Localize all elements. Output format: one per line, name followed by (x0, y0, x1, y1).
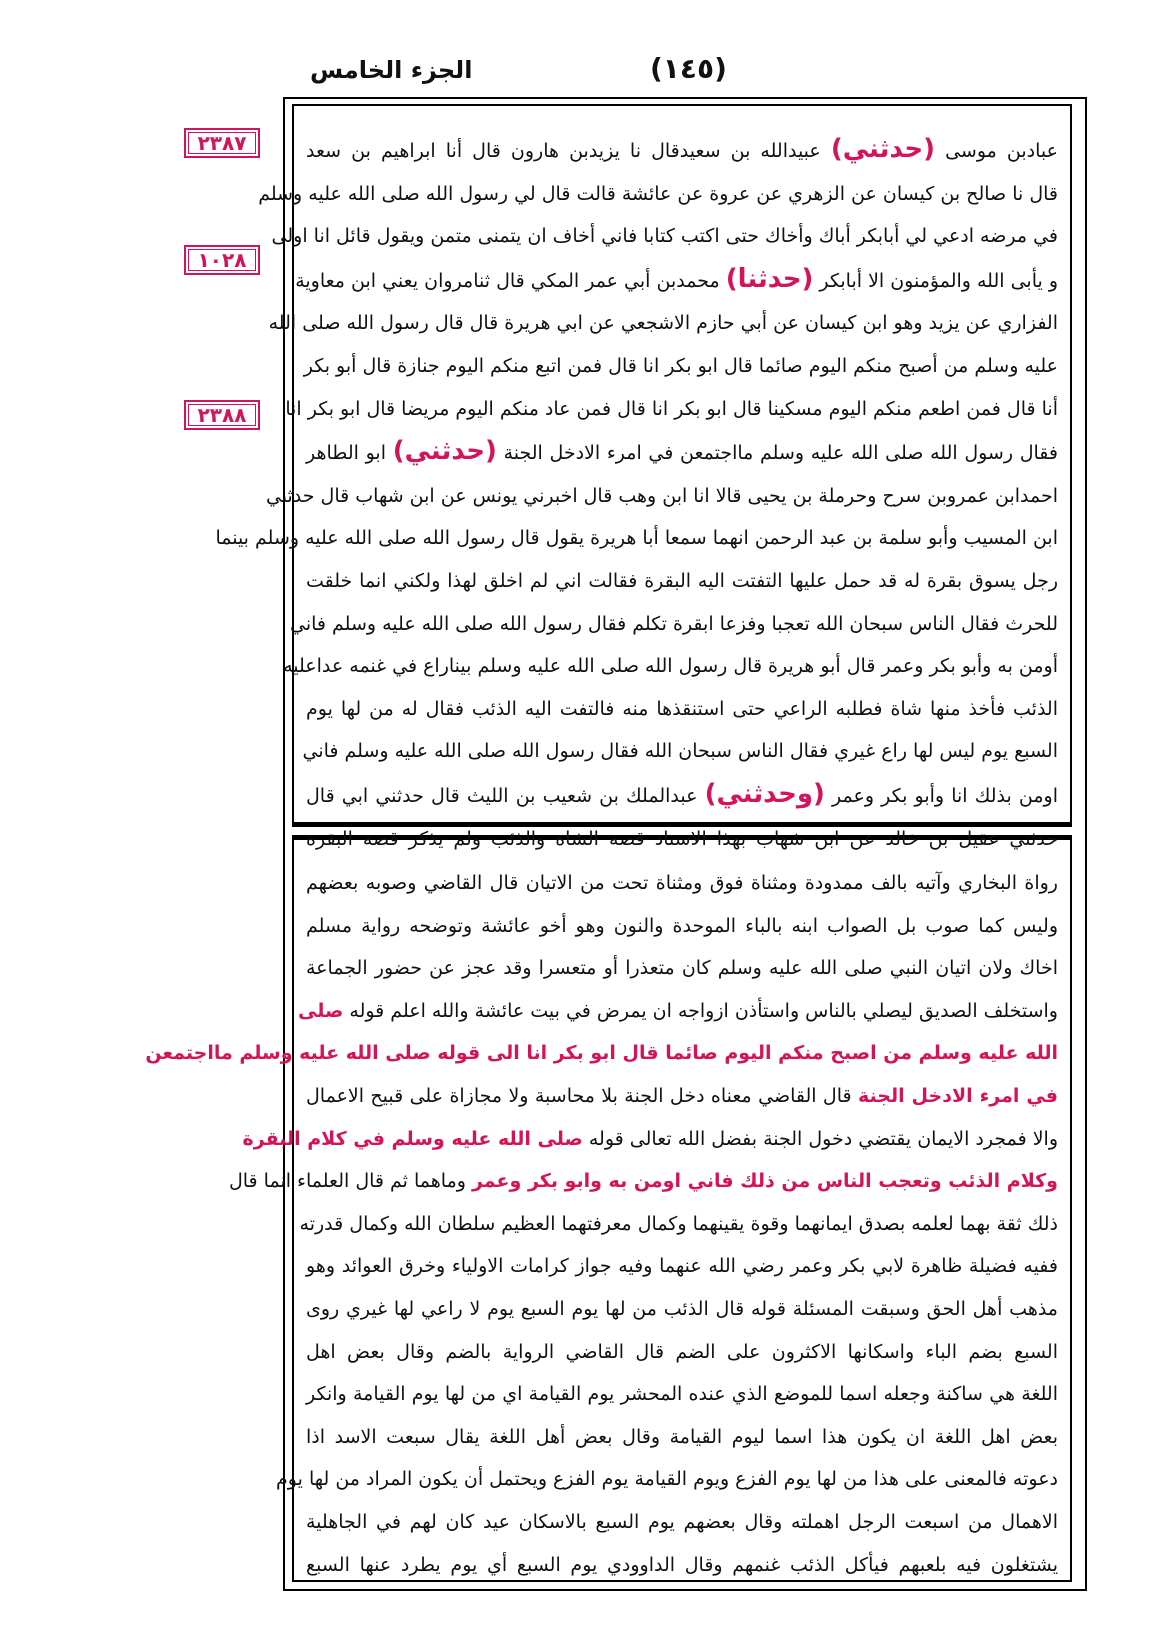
text-line (306, 818, 1058, 861)
quoted-matn: صلى الله عليه وسلم في كلام البقرة (242, 1127, 583, 1150)
text-line (299, 1203, 1058, 1246)
text-line (258, 173, 1058, 216)
text-line (306, 947, 1058, 990)
text-line (306, 1331, 1058, 1374)
text-line (303, 345, 1058, 388)
text-segment: السبع يوم ليس لها راع غيري فقال الناس سبحان الله فقال رسول الله صلى الله عليه وسلم فاني (302, 740, 1058, 763)
text-line (306, 905, 1058, 948)
text-line (271, 215, 1058, 258)
text-line (306, 773, 1058, 818)
text-line (302, 730, 1058, 773)
text-segment: و يأبى الله والمؤمنون الا أبابكر (813, 269, 1058, 292)
text-segment: رواة البخاري وآتيه بالف ممدودة ومثناة فوق ومثناة تحت من الاتيان قال القاضي وصوبه بعضهم (306, 872, 1058, 894)
quoted-matn: في امرء الادخل الجنة (857, 1084, 1058, 1107)
text-segment: مذهب أهل الحق وسبقت المسئلة قوله قال الذئب من لها يوم السبع يوم لا راعي لها غيري روى (306, 1297, 1058, 1320)
text-segment: وليس كما صوب بل الصواب ابنه بالباء الموحدة والنون وهو أخو عائشة وتوضحه رواية مسلم (306, 914, 1058, 937)
text-line (306, 1075, 1058, 1118)
text-line (276, 1458, 1058, 1501)
text-segment: وماهما ثم قال العلماء انما قال (228, 1170, 472, 1193)
narration-keyword: (وحدثني) (704, 778, 825, 809)
text-segment: الفزاري عن يزيد وهو ابن كيسان عن أبي حازم الاشجعي عن ابي هريرة قال قال رسول الله صلى الله (268, 312, 1058, 335)
text-segment: قال القاضي معناه دخل الجنة بلا محاسبة ولا مجازاة على قبيح الاعمال (306, 1084, 858, 1107)
text-line (295, 258, 1058, 303)
text-line (298, 990, 1058, 1033)
hadith-number: ١٠٢٨ (184, 245, 260, 275)
text-segment: في مرضه ادعي لي أبابكر أباك وأخاك حتى اكتب كتابا فاني أخاف ان يتمنى متمن ويقول قائل انا اولى (271, 225, 1058, 248)
hadith-number: ٢٣٨٧ (184, 128, 260, 158)
text-segment: أومن به وأبو بكر وعمر قال أبو هريرة قال رسول الله صلى الله عليه وسلم بيناراع في غنمه عداعليه (283, 655, 1058, 678)
text-segment: بعض اهل اللغة ان يكون هذا اسما ليوم القيامة وقال بعض أهل اللغة يقال سبعت الاسد اذا (306, 1425, 1058, 1448)
text-line (306, 560, 1058, 603)
text-segment: قال نا صالح بن كيسان عن الزهري عن عروة عن عائشة قالت قال لي رسول الله صلى الله عليه وسلم (258, 182, 1058, 205)
quoted-matn: الله عليه وسلم من اصبح منكم اليوم صائما قال ابو بكر انا الى قوله صلى الله عليه وسلم مااجتمعن (145, 1042, 1058, 1065)
text-segment: ففيه فضيلة ظاهرة لابي بكر وعمر رضي الله عنهما وفيه جواز كرامات الاولياء وخرق العوائد وهو (306, 1255, 1058, 1278)
text-segment: اخاك ولان اتيان النبي صلى الله عليه وسلم كان متعذرا أو متعسرا وقد عجز عن حضور الجماعة (306, 957, 1058, 980)
text-line (306, 1245, 1058, 1288)
quoted-matn: وكلام الذئب وتعجب الناس من ذلك فاني اومن به وابو بكر وعمر (471, 1170, 1058, 1193)
text-line (306, 128, 1058, 173)
text-segment: حدثني عقيل بن خالد عن ابن شهاب بهذا الاسناد قصة الشاة والذئب ولم يذكر قصة البقرة (306, 827, 1058, 850)
text-line (306, 1288, 1058, 1331)
narration-keyword: (حدثني) (392, 436, 497, 467)
text-segment: محمدبن أبي عمر المكي قال ثنامروان يعني ابن معاوية (295, 269, 726, 292)
text-line (285, 388, 1058, 431)
text-segment: احمدابن عمروبن سرح وحرملة بن يحيى قالا انا ابن وهب قال اخبرني يونس عن ابن شهاب قال حدثني (265, 484, 1058, 507)
text-segment: دعوته فالمعنى على هذا من لها يوم الفزع ويوم القيامة يوم الفزع ويحتمل أن يكون المراد من لها يوم (276, 1468, 1058, 1491)
text-line (268, 302, 1058, 345)
text-line (306, 1544, 1058, 1587)
text-segment: ابو الطاهر (306, 442, 393, 465)
text-line (290, 603, 1058, 646)
text-line (215, 517, 1058, 560)
text-segment: فقال رسول الله صلى الله عليه وسلم مااجتمعن في امرء الادخل الجنة (496, 442, 1058, 465)
text-segment: عبيدالله بن سعيدقال نا يزيدبن هارون قال أنا ابراهيم بن سعد (306, 140, 831, 162)
text-segment: اللغة هي ساكنة وجعله اسما للموضع الذي عنده المحشر يوم القيامة اي من لها يوم القيامة وانكر (306, 1383, 1058, 1406)
text-segment: عبدالملك بن شعيب بن الليث قال حدثني ابي قال (306, 784, 705, 807)
text-segment: أنا قال فمن اطعم منكم اليوم مسكينا قال ابو بكر انا قال فمن عاد منكم اليوم مريضا قال ابو بكر انا (285, 397, 1058, 420)
text-line (306, 1416, 1058, 1459)
volume-title: الجزء الخامس (310, 56, 473, 84)
narration-keyword: (حدثني) (830, 134, 936, 164)
text-line (145, 1032, 1058, 1075)
text-line (306, 862, 1058, 905)
text-segment: الذئب فأخذ منها شاة فطلبه الراعي حتى استنقذها منه فالتفت اليه الذئب فقال له من لها يوم (306, 697, 1058, 720)
hadith-number: ٢٣٨٨ (184, 400, 260, 430)
text-line (242, 1118, 1058, 1161)
text-segment: والا فمجرد الايمان يقتضي دخول الجنة بفضل الله تعالى قوله (582, 1127, 1058, 1150)
text-line (283, 645, 1058, 688)
text-segment: اومن بذلك انا وأبو بكر وعمر (824, 784, 1058, 807)
page-number: (١٤٥) (650, 52, 727, 85)
commentary-text (145, 862, 1058, 1586)
text-line (306, 688, 1058, 731)
text-segment: واستخلف الصديق ليصلي بالناس واستأذن ازواجه ان يمرض في بيت عائشة والله اعلم قوله (343, 999, 1058, 1022)
quoted-matn: صلى (298, 999, 344, 1022)
text-line (228, 1160, 1058, 1203)
narration-keyword: (حدثنا) (725, 263, 814, 294)
text-segment: ذلك ثقة بهما لعلمه بصدق ايمانهما وقوة يقينهما وكمال معرفتهما العظيم سلطان الله وكمال قدرته (299, 1212, 1058, 1235)
text-segment: السبع بضم الباء واسكانها الاكثرون على الضم قال القاضي الرواية بالضم وقال بعض اهل (306, 1340, 1058, 1363)
text-line (306, 430, 1058, 475)
text-segment: ابن المسيب وأبو سلمة بن عبد الرحمن انهما سمعا أبا هريرة يقول قال رسول الله صلى الله عليه وسلم بينما (215, 527, 1058, 550)
text-segment: للحرث فقال الناس سبحان الله تعجبا وفزعا ابقرة تكلم فقال رسول الله صلى الله عليه وسلم فاني (290, 612, 1058, 635)
text-line (265, 475, 1058, 518)
text-segment: عبادبن موسى (935, 140, 1058, 162)
text-segment: يشتغلون فيه بلعبهم فيأكل الذئب غنمهم وقال الداوودي يوم السبع أي يوم يطرد عنها السبع (306, 1553, 1058, 1576)
text-line (306, 1501, 1058, 1544)
text-line (306, 1373, 1058, 1416)
text-segment: عليه وسلم من أصبح منكم اليوم صائما قال ابو بكر انا قال فمن اتبع منكم اليوم جنازة قال أبو بكر (303, 354, 1058, 377)
text-segment: رجل يسوق بقرة له قد حمل عليها التفتت اليه البقرة فقالت اني لم اخلق لهذا ولكني انما خلقت (306, 569, 1058, 592)
text-segment: الاهمال من اسبعت الرجل اهملته وقال بعضهم يوم السبع بالاسكان عيد كان لهم في الجاهلية (306, 1510, 1058, 1533)
page-header (0, 50, 1158, 90)
